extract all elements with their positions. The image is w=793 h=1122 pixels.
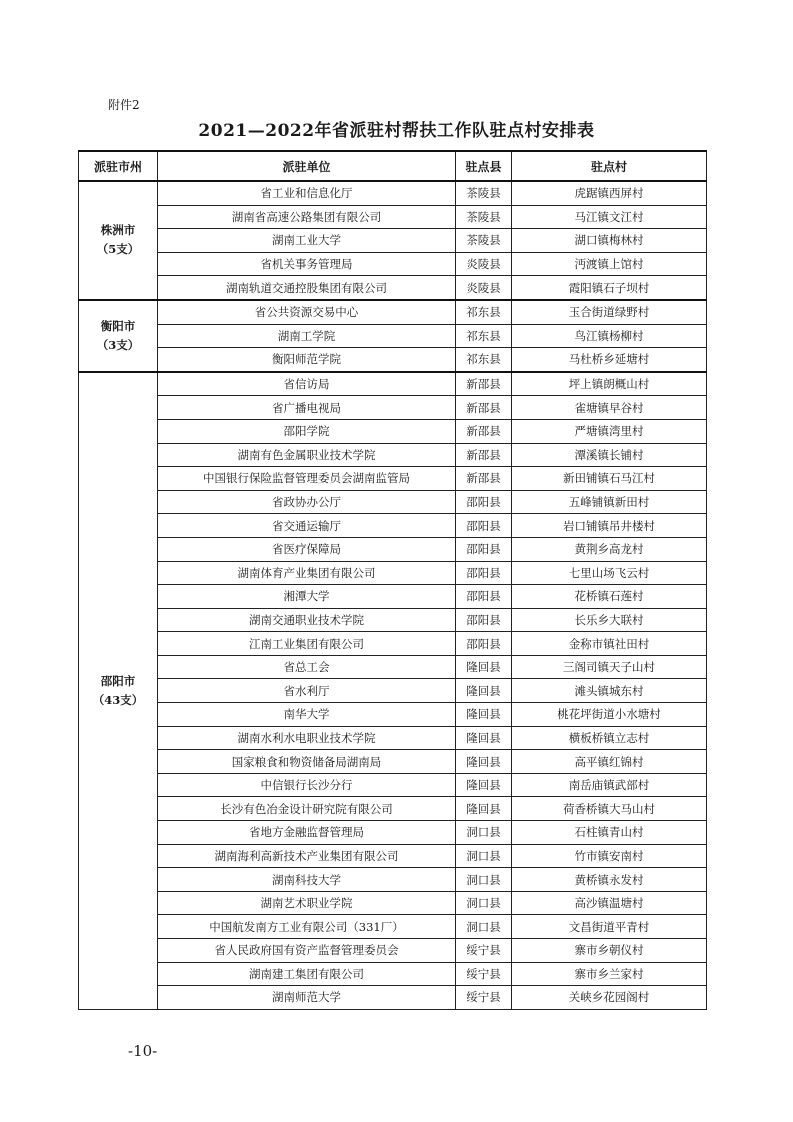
table-row [79, 348, 707, 372]
city-cell [79, 300, 158, 372]
unit-cell: 国家粮食和物资储备局湖南局 [158, 750, 456, 774]
county-cell: 祁东县 [456, 324, 512, 348]
table-row [79, 324, 707, 348]
county-cell: 新邵县 [456, 396, 512, 420]
unit-cell: 省总工会 [158, 655, 456, 679]
unit-cell: 江南工业集团有限公司 [158, 632, 456, 656]
unit-cell: 中信银行长沙分行 [158, 773, 456, 797]
village-cell: 南岳庙镇武部村 [512, 773, 707, 797]
table-row [79, 986, 707, 1010]
county-cell: 邵阳县 [456, 608, 512, 632]
unit-cell: 湖南体育产业集团有限公司 [158, 561, 456, 585]
table-row [79, 514, 707, 538]
unit-cell: 长沙有色冶金设计研究院有限公司 [158, 797, 456, 821]
table-row [79, 276, 707, 300]
village-cell: 新田铺镇石马江村 [512, 467, 707, 491]
village-cell: 坪上镇朗概山村 [512, 372, 707, 396]
table-row [79, 300, 707, 324]
village-cell: 黄荆乡高龙村 [512, 537, 707, 561]
county-cell: 邵阳县 [456, 537, 512, 561]
village-cell: 潭溪镇长铺村 [512, 443, 707, 467]
table-row [79, 915, 707, 939]
village-cell: 金称市镇社田村 [512, 632, 707, 656]
county-cell: 隆回县 [456, 726, 512, 750]
county-cell: 炎陵县 [456, 252, 512, 276]
table-row [79, 821, 707, 845]
village-cell: 五峰铺镇新田村 [512, 490, 707, 514]
county-cell: 茶陵县 [456, 205, 512, 229]
village-cell: 鸟江镇杨柳村 [512, 324, 707, 348]
unit-cell: 省广播电视局 [158, 396, 456, 420]
unit-cell: 衡阳师范学院 [158, 348, 456, 372]
county-cell: 茶陵县 [456, 181, 512, 205]
page-number: -10- [128, 1042, 158, 1060]
unit-cell: 中国航发南方工业有限公司（331厂） [158, 915, 456, 939]
county-cell: 洞口县 [456, 821, 512, 845]
unit-cell: 省政协办公厅 [158, 490, 456, 514]
county-cell: 新邵县 [456, 372, 512, 396]
village-cell: 湖口镇梅林村 [512, 229, 707, 253]
table-row [79, 252, 707, 276]
county-cell: 洞口县 [456, 915, 512, 939]
village-cell: 寨市乡朝仪村 [512, 939, 707, 963]
county-cell: 祁东县 [456, 348, 512, 372]
table-row [79, 962, 707, 986]
table-row [79, 844, 707, 868]
unit-cell: 湖南省高速公路集团有限公司 [158, 205, 456, 229]
city-cell [79, 181, 158, 300]
county-cell: 邵阳县 [456, 490, 512, 514]
unit-cell: 邵阳学院 [158, 419, 456, 443]
unit-cell: 省地方金融监督管理局 [158, 821, 456, 845]
city-name: 邵阳市 [100, 673, 136, 688]
village-cell: 长乐乡大联村 [512, 608, 707, 632]
unit-cell: 湘潭大学 [158, 585, 456, 609]
county-cell: 邵阳县 [456, 585, 512, 609]
table-row [79, 490, 707, 514]
county-cell: 绥宁县 [456, 939, 512, 963]
village-cell: 桃花坪街道小水塘村 [512, 703, 707, 727]
table-header-row [79, 151, 707, 181]
unit-cell: 湖南水利水电职业技术学院 [158, 726, 456, 750]
header-village: 驻点村 [512, 151, 707, 181]
table-row [79, 229, 707, 253]
unit-cell: 南华大学 [158, 703, 456, 727]
table-row [79, 679, 707, 703]
county-cell: 洞口县 [456, 844, 512, 868]
county-cell: 隆回县 [456, 797, 512, 821]
table-row [79, 181, 707, 205]
county-cell: 祁东县 [456, 300, 512, 324]
unit-cell: 省机关事务管理局 [158, 252, 456, 276]
village-cell: 岩口铺镇吊井楼村 [512, 514, 707, 538]
village-cell: 雀塘镇早谷村 [512, 396, 707, 420]
village-cell: 霞阳镇石子坝村 [512, 276, 707, 300]
village-cell: 花桥镇石莲村 [512, 585, 707, 609]
table-body [79, 181, 707, 1009]
village-cell: 马江镇文江村 [512, 205, 707, 229]
city-team-count: （43支） [92, 692, 144, 707]
county-cell: 洞口县 [456, 868, 512, 892]
county-cell: 隆回县 [456, 703, 512, 727]
unit-cell: 湖南科技大学 [158, 868, 456, 892]
village-cell: 玉合街道绿野村 [512, 300, 707, 324]
attachment-label: 附件2 [108, 98, 140, 112]
county-cell: 新邵县 [456, 419, 512, 443]
village-cell: 文昌街道平青村 [512, 915, 707, 939]
table-row [79, 655, 707, 679]
unit-cell: 省人民政府国有资产监督管理委员会 [158, 939, 456, 963]
village-cell: 黄桥镇永发村 [512, 868, 707, 892]
city-team-count: （3支） [96, 337, 140, 352]
header-city: 派驻市州 [79, 151, 158, 181]
village-cell: 竹市镇安南村 [512, 844, 707, 868]
county-cell: 绥宁县 [456, 986, 512, 1010]
city-name: 株洲市 [100, 223, 136, 238]
header-county: 驻点县 [456, 151, 512, 181]
document-title: 2021—2022年省派驻村帮扶工作队驻点村安排表 [198, 121, 595, 141]
header-unit: 派驻单位 [158, 151, 456, 181]
village-cell: 虎踞镇西屏村 [512, 181, 707, 205]
unit-cell: 湖南师范大学 [158, 986, 456, 1010]
table-row [79, 891, 707, 915]
village-cell: 七里山场飞云村 [512, 561, 707, 585]
unit-cell: 湖南有色金属职业技术学院 [158, 443, 456, 467]
village-cell: 沔渡镇上馆村 [512, 252, 707, 276]
county-cell: 邵阳县 [456, 632, 512, 656]
unit-cell: 湖南艺术职业学院 [158, 891, 456, 915]
table-row [79, 419, 707, 443]
county-cell: 茶陵县 [456, 229, 512, 253]
table-row [79, 537, 707, 561]
table-row [79, 608, 707, 632]
county-cell: 绥宁县 [456, 962, 512, 986]
village-cell: 严塘镇湾里村 [512, 419, 707, 443]
table-row [79, 939, 707, 963]
county-cell: 新邵县 [456, 467, 512, 491]
unit-cell: 省工业和信息化厅 [158, 181, 456, 205]
unit-cell: 湖南建工集团有限公司 [158, 962, 456, 986]
table-row [79, 372, 707, 396]
table-row [79, 750, 707, 774]
table-row [79, 443, 707, 467]
table-row [79, 797, 707, 821]
table-row [79, 205, 707, 229]
table-row [79, 868, 707, 892]
village-cell: 荷香桥镇大马山村 [512, 797, 707, 821]
village-cell: 关峡乡花园阁村 [512, 986, 707, 1010]
unit-cell: 省公共资源交易中心 [158, 300, 456, 324]
unit-cell: 湖南工学院 [158, 324, 456, 348]
unit-cell: 省医疗保障局 [158, 537, 456, 561]
village-cell: 高沙镇温塘村 [512, 891, 707, 915]
county-cell: 洞口县 [456, 891, 512, 915]
city-team-count: （5支） [96, 242, 140, 257]
unit-cell: 湖南海利高新技术产业集团有限公司 [158, 844, 456, 868]
county-cell: 炎陵县 [456, 276, 512, 300]
village-cell: 高平镇红锦村 [512, 750, 707, 774]
village-cell: 横板桥镇立志村 [512, 726, 707, 750]
county-cell: 邵阳县 [456, 514, 512, 538]
unit-cell: 中国银行保险监督管理委员会湖南监管局 [158, 467, 456, 491]
county-cell: 隆回县 [456, 750, 512, 774]
table-row [79, 773, 707, 797]
village-cell: 滩头镇城东村 [512, 679, 707, 703]
village-cell: 三阁司镇天子山村 [512, 655, 707, 679]
county-cell: 隆回县 [456, 655, 512, 679]
table-row [79, 726, 707, 750]
city-cell [79, 372, 158, 1010]
city-name: 衡阳市 [100, 318, 136, 333]
table-row [79, 585, 707, 609]
table-row [79, 396, 707, 420]
unit-cell: 省交通运输厅 [158, 514, 456, 538]
county-cell: 新邵县 [456, 443, 512, 467]
table-row [79, 632, 707, 656]
unit-cell: 省水利厅 [158, 679, 456, 703]
table-row [79, 467, 707, 491]
county-cell: 隆回县 [456, 773, 512, 797]
unit-cell: 湖南工业大学 [158, 229, 456, 253]
table-row [79, 703, 707, 727]
unit-cell: 省信访局 [158, 372, 456, 396]
county-cell: 隆回县 [456, 679, 512, 703]
village-cell: 寨市乡兰家村 [512, 962, 707, 986]
village-cell: 石柱镇青山村 [512, 821, 707, 845]
county-cell: 邵阳县 [456, 561, 512, 585]
village-cell: 马杜桥乡延塘村 [512, 348, 707, 372]
unit-cell: 湖南轨道交通控股集团有限公司 [158, 276, 456, 300]
table-row [79, 561, 707, 585]
assignment-table [78, 150, 707, 1010]
unit-cell: 湖南交通职业技术学院 [158, 608, 456, 632]
